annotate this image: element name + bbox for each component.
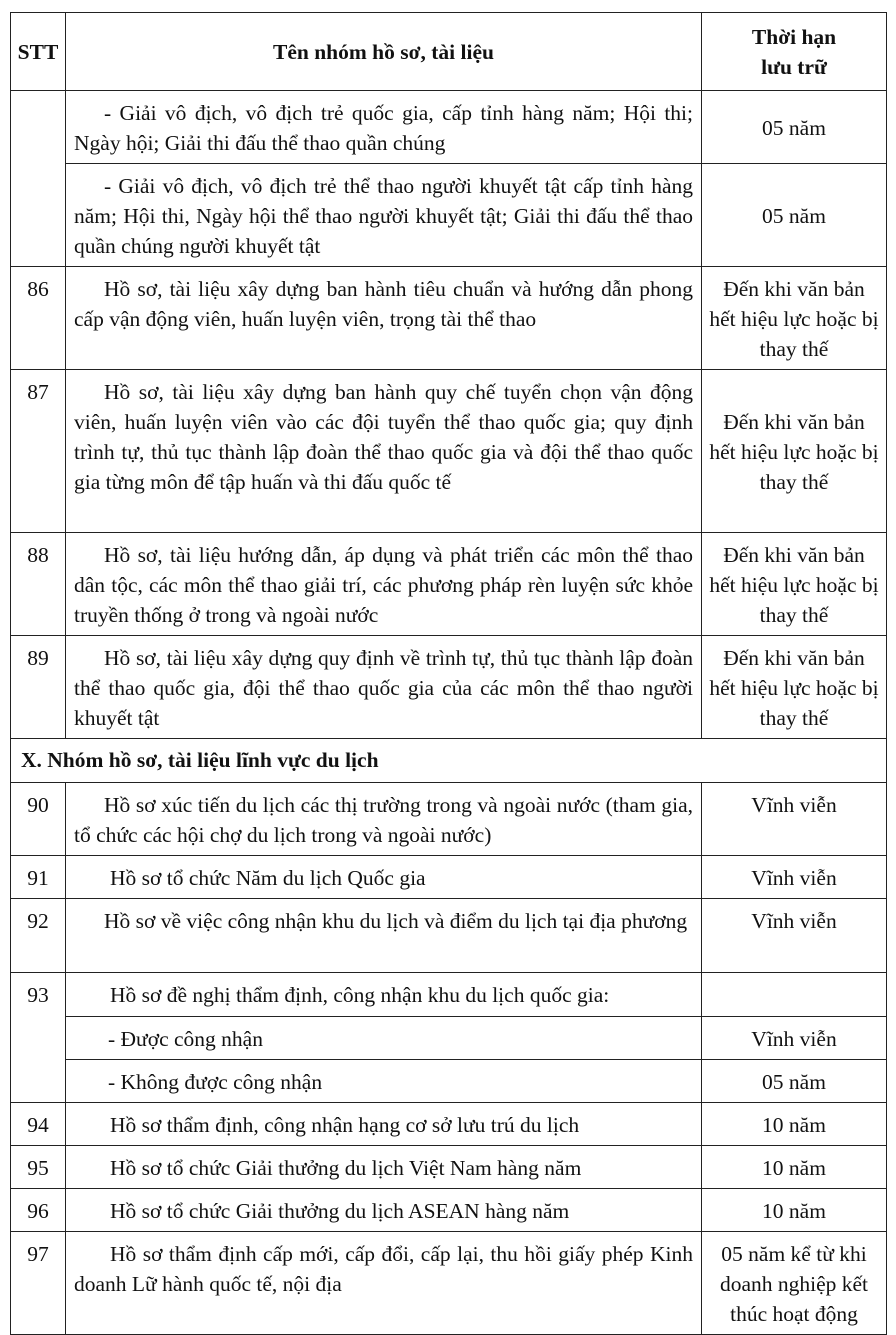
row-text: Hồ sơ, tài liệu xây dựng quy định về trình tự, thủ tục thành lập đoàn thể thao quốc gia, đội thể thao quốc gia của các môn thể thao người khuyết tật [66, 636, 702, 739]
row-stt: 88 [11, 533, 66, 636]
row-stt: 89 [11, 636, 66, 739]
row-text: Hồ sơ đề nghị thẩm định, công nhận khu du lịch quốc gia: [66, 973, 702, 1017]
row-text: Hồ sơ tổ chức Giải thưởng du lịch ASEAN hàng năm [66, 1189, 702, 1232]
row-stt: 86 [11, 267, 66, 370]
table-row [11, 1103, 887, 1146]
table-row [11, 783, 887, 856]
row-text: Hồ sơ tổ chức Năm du lịch Quốc gia [66, 856, 702, 899]
row-duration: Đến khi văn bản hết hiệu lực hoặc bị thay thế [702, 267, 887, 370]
document-page [10, 12, 886, 1335]
row-duration: Đến khi văn bản hết hiệu lực hoặc bị thay thế [702, 533, 887, 636]
row-stt: 96 [11, 1189, 66, 1232]
table-row [11, 636, 887, 739]
table-row [11, 267, 887, 370]
row-text: Hồ sơ, tài liệu xây dựng ban hành quy chế tuyển chọn vận động viên, huấn luyện viên vào các đội tuyển thể thao quốc gia; quy định trình tự, thủ tục thành lập đoàn thể thao quốc gia và đội thể thao quốc gia từng môn để tập huấn và thi đấu quốc tế [66, 370, 702, 533]
row-duration: 05 năm kể từ khi doanh nghiệp kết thúc hoạt động [702, 1232, 887, 1335]
section-title: X. Nhóm hồ sơ, tài liệu lĩnh vực du lịch [11, 739, 887, 783]
row-duration: 10 năm [702, 1146, 887, 1189]
row-stt: 87 [11, 370, 66, 533]
row-subtext: - Được công nhận [66, 1017, 702, 1060]
row-stt: 93 [11, 973, 66, 1103]
table-row [11, 899, 887, 973]
row-text: - Giải vô địch, vô địch trẻ quốc gia, cấp tỉnh hàng năm; Hội thi; Ngày hội; Giải thi đấu thể thao quần chúng [66, 91, 702, 164]
row-duration: Đến khi văn bản hết hiệu lực hoặc bị thay thế [702, 636, 887, 739]
row-duration: 05 năm [702, 1060, 887, 1103]
row-duration: Vĩnh viễn [702, 856, 887, 899]
row-subtext: - Không được công nhận [66, 1060, 702, 1103]
table-row [11, 973, 887, 1017]
row-duration: 10 năm [702, 1189, 887, 1232]
row-text: Hồ sơ tổ chức Giải thưởng du lịch Việt Nam hàng năm [66, 1146, 702, 1189]
row-stt: 92 [11, 899, 66, 973]
table-row [11, 1017, 887, 1060]
row-text: Hồ sơ thẩm định cấp mới, cấp đổi, cấp lại, thu hồi giấy phép Kinh doanh Lữ hành quốc tế, nội địa [66, 1232, 702, 1335]
row-stt: 91 [11, 856, 66, 899]
row-duration: Vĩnh viễn [702, 783, 887, 856]
table-header-row [11, 13, 887, 91]
row-duration: Vĩnh viễn [702, 1017, 887, 1060]
row-stt: 95 [11, 1146, 66, 1189]
retention-table [10, 12, 887, 1335]
table-row [11, 533, 887, 636]
row-duration: Đến khi văn bản hết hiệu lực hoặc bị thay thế [702, 370, 887, 533]
row-stt: 90 [11, 783, 66, 856]
row-duration: 05 năm [702, 91, 887, 164]
stt-cell-empty [11, 91, 66, 267]
table-row [11, 1146, 887, 1189]
table-row [11, 1232, 887, 1335]
row-text: Hồ sơ, tài liệu xây dựng ban hành tiêu chuẩn và hướng dẫn phong cấp vận động viên, huấn luyện viên, trọng tài thể thao [66, 267, 702, 370]
table-row [11, 1060, 887, 1103]
header-duration [702, 13, 887, 91]
row-text: - Giải vô địch, vô địch trẻ thể thao người khuyết tật cấp tỉnh hàng năm; Hội thi, Ngày hội thể thao người khuyết tật; Giải thi đấu thể thao quần chúng người khuyết tật [66, 164, 702, 267]
row-stt: 94 [11, 1103, 66, 1146]
row-text: Hồ sơ xúc tiến du lịch các thị trường trong và ngoài nước (tham gia, tổ chức các hội chợ du lịch trong và ngoài nước) [66, 783, 702, 856]
row-duration-empty [702, 973, 887, 1017]
row-duration: 10 năm [702, 1103, 887, 1146]
header-duration-line1: Thời hạn [751, 24, 837, 49]
row-duration: Vĩnh viễn [702, 899, 887, 973]
table-row [11, 370, 887, 533]
table-row [11, 164, 887, 267]
header-name: Tên nhóm hồ sơ, tài liệu [66, 13, 702, 91]
row-duration: 05 năm [702, 164, 887, 267]
table-row [11, 91, 887, 164]
header-duration-line2: lưu trữ [761, 54, 827, 79]
header-stt: STT [11, 13, 66, 91]
row-text: Hồ sơ về việc công nhận khu du lịch và điểm du lịch tại địa phương [66, 899, 702, 973]
row-text: Hồ sơ, tài liệu hướng dẫn, áp dụng và phát triển các môn thể thao dân tộc, các môn thể thao giải trí, các phương pháp rèn luyện sức khỏe truyền thống ở trong và ngoài nước [66, 533, 702, 636]
section-row [11, 739, 887, 783]
row-text: Hồ sơ thẩm định, công nhận hạng cơ sở lưu trú du lịch [66, 1103, 702, 1146]
row-stt: 97 [11, 1232, 66, 1335]
table-row [11, 856, 887, 899]
table-row [11, 1189, 887, 1232]
